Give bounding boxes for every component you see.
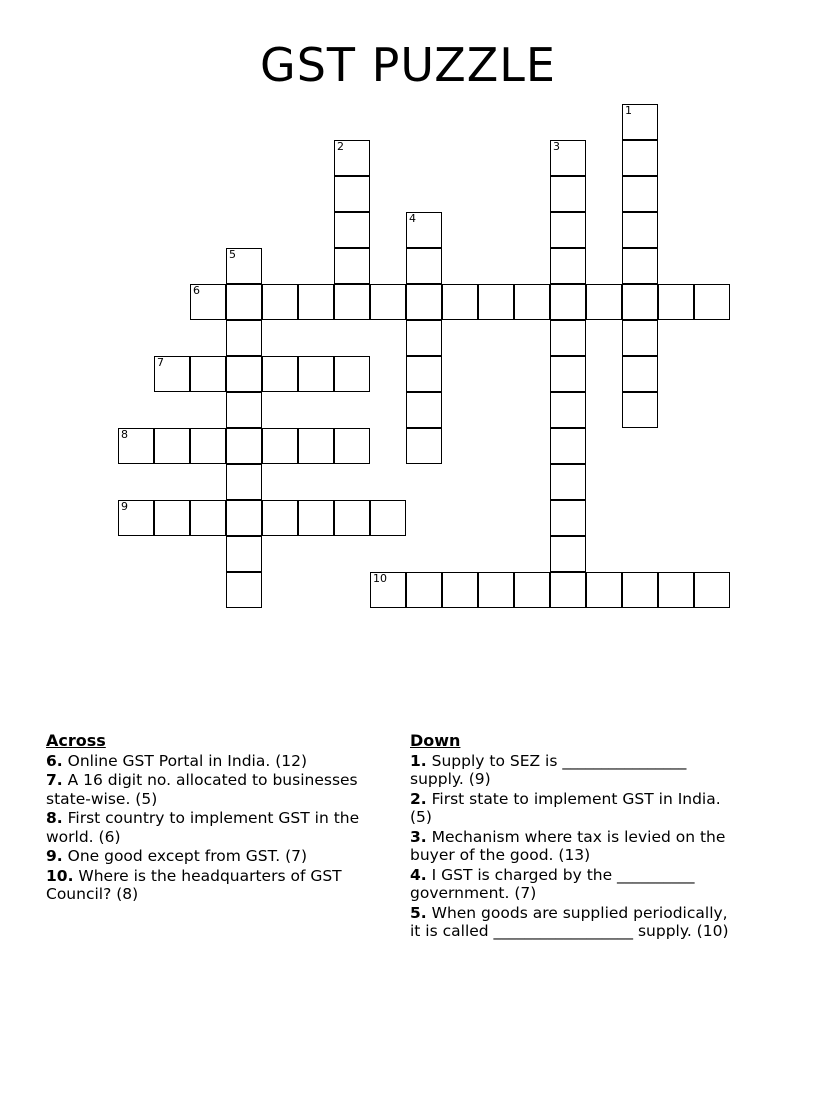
grid-cell-numbered[interactable] — [226, 248, 262, 284]
cell-number: 3 — [553, 140, 560, 153]
across-heading: Across — [46, 731, 106, 750]
across-clues — [46, 732, 381, 905]
grid-cell[interactable] — [334, 284, 370, 320]
grid-cell[interactable] — [262, 500, 298, 536]
grid-cell[interactable] — [226, 572, 262, 608]
grid-cell[interactable] — [406, 392, 442, 428]
cell-number: 7 — [157, 356, 164, 369]
grid-cell[interactable] — [298, 356, 334, 392]
grid-cell-numbered[interactable] — [622, 104, 658, 140]
grid-cell[interactable] — [406, 428, 442, 464]
across-clue-6 — [46, 752, 381, 771]
clue-text: A 16 digit no. allocated to businesses state-wise. (5) — [46, 771, 358, 808]
grid-cell-numbered[interactable] — [406, 212, 442, 248]
down-clue-5 — [410, 904, 740, 941]
clue-number: 3. — [410, 827, 427, 846]
grid-cell[interactable] — [334, 356, 370, 392]
grid-cell[interactable] — [550, 284, 586, 320]
grid-cell-numbered[interactable] — [118, 428, 154, 464]
grid-cell[interactable] — [190, 356, 226, 392]
grid-cell[interactable] — [406, 248, 442, 284]
clue-text: First state to implement GST in India. (5) — [410, 789, 721, 826]
grid-cell[interactable] — [190, 428, 226, 464]
cell-number: 8 — [121, 428, 128, 441]
down-clue-2 — [410, 790, 740, 827]
grid-cell[interactable] — [406, 320, 442, 356]
clue-number: 8. — [46, 809, 63, 827]
cell-number: 6 — [193, 284, 200, 297]
grid-cell[interactable] — [550, 248, 586, 284]
grid-cell[interactable] — [550, 176, 586, 212]
clue-number: 1. — [410, 751, 427, 770]
grid-cell[interactable] — [226, 320, 262, 356]
clue-number: 5. — [410, 903, 427, 922]
grid-cell[interactable] — [550, 212, 586, 248]
grid-cell[interactable] — [550, 356, 586, 392]
clue-text: Where is the headquarters of GST Council? (8) — [46, 866, 342, 903]
grid-cell[interactable] — [622, 284, 658, 320]
grid-cell-numbered[interactable] — [370, 572, 406, 608]
clue-text: I GST is charged by the __________ government. (7) — [410, 865, 695, 902]
grid-cell[interactable] — [550, 500, 586, 536]
down-clue-3 — [410, 828, 740, 865]
grid-cell[interactable] — [478, 284, 514, 320]
clue-number: 6. — [46, 751, 63, 770]
grid-cell[interactable] — [622, 248, 658, 284]
cell-number: 2 — [337, 140, 344, 153]
grid-cell[interactable] — [622, 212, 658, 248]
down-clue-4 — [410, 866, 740, 903]
grid-cell-numbered[interactable] — [190, 284, 226, 320]
grid-cell[interactable] — [298, 428, 334, 464]
grid-cell[interactable] — [586, 572, 622, 608]
grid-cell[interactable] — [334, 500, 370, 536]
grid-cell[interactable] — [334, 248, 370, 284]
grid-cell[interactable] — [478, 572, 514, 608]
grid-cell[interactable] — [226, 464, 262, 500]
grid-cell[interactable] — [262, 284, 298, 320]
across-clue-10 — [46, 867, 381, 904]
cell-number: 4 — [409, 212, 416, 225]
grid-cell[interactable] — [586, 284, 622, 320]
grid-cell[interactable] — [370, 284, 406, 320]
grid-cell[interactable] — [622, 140, 658, 176]
grid-cell[interactable] — [550, 392, 586, 428]
clue-text: When goods are supplied periodically, it is called __________________ supply. (10) — [410, 903, 729, 940]
grid-cell[interactable] — [622, 320, 658, 356]
grid-cell[interactable] — [550, 572, 586, 608]
grid-cell[interactable] — [226, 428, 262, 464]
grid-cell[interactable] — [406, 284, 442, 320]
grid-cell-numbered[interactable] — [334, 140, 370, 176]
down-heading: Down — [410, 731, 461, 750]
grid-cell[interactable] — [694, 284, 730, 320]
grid-cell-numbered[interactable] — [118, 500, 154, 536]
grid-cell[interactable] — [154, 428, 190, 464]
grid-cell[interactable] — [514, 572, 550, 608]
grid-cell[interactable] — [226, 500, 262, 536]
grid-cell[interactable] — [442, 284, 478, 320]
grid-cell[interactable] — [550, 320, 586, 356]
down-clues — [410, 732, 740, 942]
grid-cell[interactable] — [262, 356, 298, 392]
cell-number: 1 — [625, 104, 632, 117]
grid-cell[interactable] — [226, 356, 262, 392]
grid-cell[interactable] — [442, 572, 478, 608]
clue-number: 2. — [410, 789, 427, 808]
grid-cell[interactable] — [262, 428, 298, 464]
grid-cell[interactable] — [550, 464, 586, 500]
across-clue-9 — [46, 847, 381, 866]
clue-number: 4. — [410, 865, 427, 884]
grid-cell[interactable] — [190, 500, 226, 536]
clue-text: First country to implement GST in the world. (6) — [46, 809, 360, 846]
across-clue-8 — [46, 809, 381, 846]
grid-cell[interactable] — [298, 284, 334, 320]
grid-cell[interactable] — [550, 428, 586, 464]
grid-cell[interactable] — [226, 536, 262, 572]
grid-cell[interactable] — [622, 356, 658, 392]
grid-cell[interactable] — [334, 212, 370, 248]
grid-cell[interactable] — [370, 500, 406, 536]
cell-number: 5 — [229, 248, 236, 261]
clue-number: 10. — [46, 866, 74, 885]
grid-cell[interactable] — [226, 392, 262, 428]
grid-cell-numbered[interactable] — [154, 356, 190, 392]
cell-number: 10 — [373, 572, 387, 585]
grid-cell[interactable] — [406, 356, 442, 392]
grid-cell[interactable] — [514, 284, 550, 320]
across-clue-7 — [46, 771, 381, 808]
grid-cell[interactable] — [694, 572, 730, 608]
grid-cell[interactable] — [334, 176, 370, 212]
crossword-grid — [0, 104, 816, 694]
clue-text: One good except from GST. (7) — [62, 847, 308, 865]
clue-number: 7. — [46, 771, 63, 789]
grid-cell[interactable] — [622, 572, 658, 608]
clue-number: 9. — [46, 847, 63, 865]
down-clue-1 — [410, 752, 740, 789]
grid-cell[interactable] — [550, 536, 586, 572]
grid-cell[interactable] — [658, 572, 694, 608]
grid-cell[interactable] — [622, 392, 658, 428]
grid-cell[interactable] — [298, 500, 334, 536]
clue-text: Supply to SEZ is ________________ supply. (9) — [410, 751, 687, 788]
grid-cell[interactable] — [622, 176, 658, 212]
grid-cell-numbered[interactable] — [550, 140, 586, 176]
clue-text: Online GST Portal in India. (12) — [62, 751, 308, 770]
grid-cell[interactable] — [406, 572, 442, 608]
grid-cell[interactable] — [226, 284, 262, 320]
grid-cell[interactable] — [154, 500, 190, 536]
clues-section — [0, 732, 816, 1032]
grid-cell[interactable] — [334, 428, 370, 464]
page-title: GST PUZZLE — [260, 38, 556, 92]
grid-cell[interactable] — [658, 284, 694, 320]
cell-number: 9 — [121, 500, 128, 513]
clue-text: Mechanism where tax is levied on the buyer of the good. (13) — [410, 827, 726, 864]
